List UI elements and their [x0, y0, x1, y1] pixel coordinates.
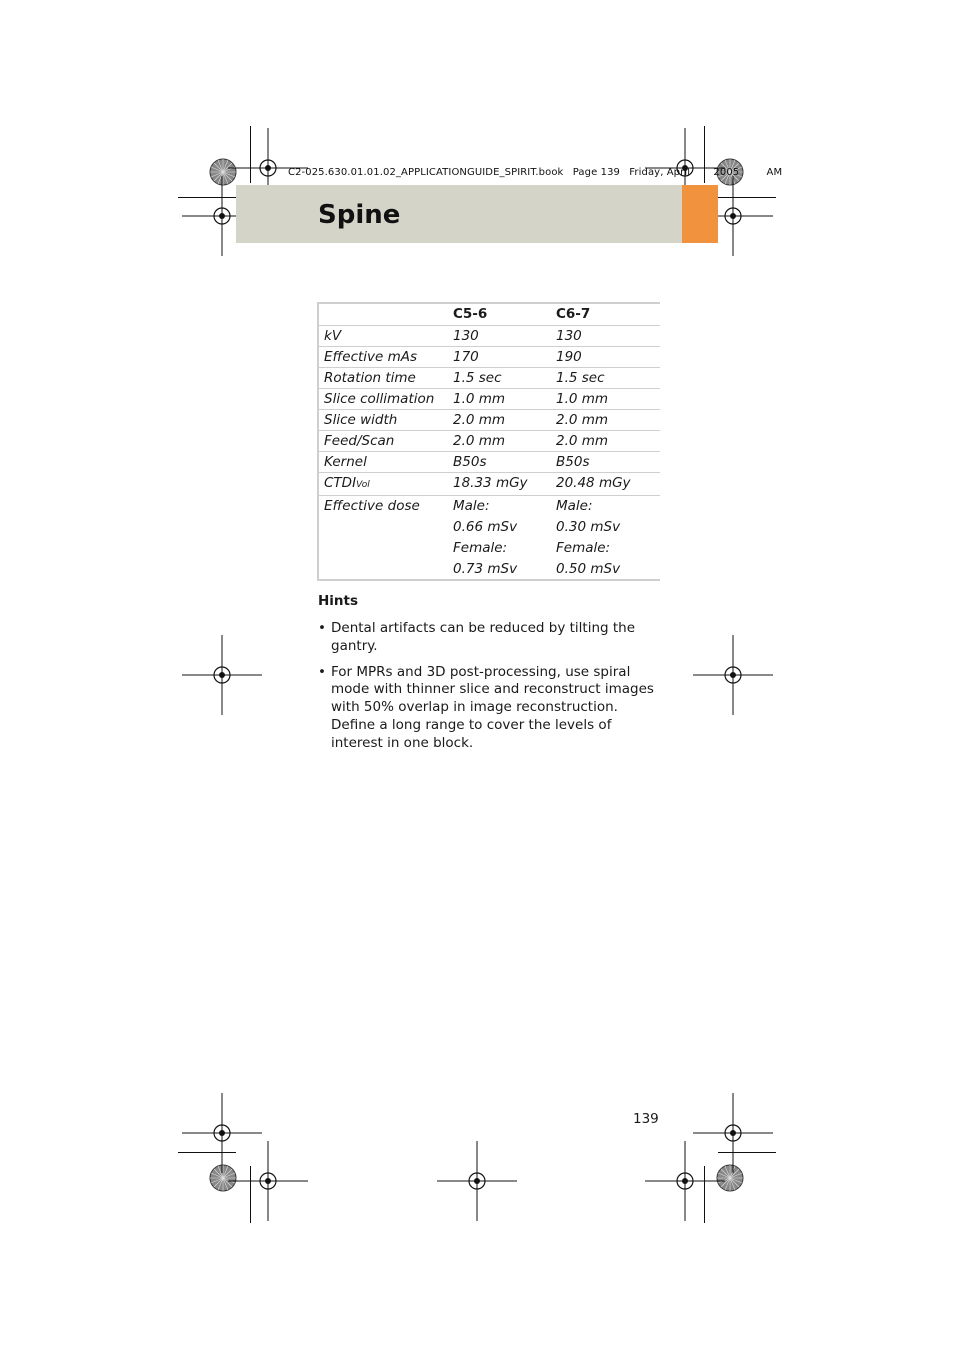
bullet-icon: •	[318, 663, 326, 680]
table-row	[318, 410, 660, 431]
table-header-row	[318, 303, 660, 326]
param-value-c56: 18.33 mGy	[448, 473, 551, 496]
dose-line: 0.30 mSv	[556, 519, 621, 535]
table-row-dose	[318, 496, 660, 581]
param-value-c56: B50s	[448, 452, 551, 473]
param-label: Slice width	[318, 410, 448, 431]
scan-parameters-table	[317, 302, 660, 581]
param-value-c56: 2.0 mm	[448, 410, 551, 431]
ctdi-subscript: Vol	[356, 480, 370, 490]
param-label: Kernel	[318, 452, 448, 473]
param-value-c67: 130	[551, 326, 660, 347]
param-value-c56	[448, 496, 551, 581]
param-value-c56: 130	[448, 326, 551, 347]
param-label-ctdi	[318, 473, 448, 496]
param-value-c56: 1.0 mm	[448, 389, 551, 410]
param-value-c56: 1.5 sec	[448, 368, 551, 389]
page-number: 139	[633, 1111, 659, 1127]
dose-line: Male:	[556, 498, 593, 514]
param-value-c56: 170	[448, 347, 551, 368]
param-value-c67	[551, 496, 660, 581]
dose-line: 0.50 mSv	[556, 561, 621, 577]
param-label: Effective dose	[318, 496, 448, 581]
param-value-c67: 2.0 mm	[551, 431, 660, 452]
dose-line: 0.66 mSv	[453, 519, 518, 535]
file-page: Page 139	[572, 167, 620, 178]
param-value-c56: 2.0 mm	[448, 431, 551, 452]
dose-line: Male:	[453, 498, 490, 514]
table-row	[318, 389, 660, 410]
file-day: Friday, April	[629, 167, 691, 178]
param-value-c67: 190	[551, 347, 660, 368]
table-header-blank	[318, 303, 448, 326]
hints-list	[318, 620, 663, 761]
hints-heading: Hints	[318, 593, 359, 609]
list-item	[318, 664, 663, 753]
table-row	[318, 368, 660, 389]
param-label: kV	[318, 326, 448, 347]
bullet-icon: •	[318, 620, 326, 636]
file-header	[288, 167, 788, 178]
param-value-c67: 20.48 mGy	[551, 473, 660, 496]
dose-line: Female:	[453, 540, 508, 556]
param-value-c67: 1.5 sec	[551, 368, 660, 389]
list-item	[318, 620, 663, 656]
table-header-c67: C6-7	[551, 303, 660, 326]
table-row	[318, 452, 660, 473]
title-band	[236, 185, 682, 243]
hint-text: For MPRs and 3D post-processing, use spiral mode with thinner slice and reconstruct images with 50% overlap in image reconstruction. Define a long range to cover the levels of interest in one block.	[331, 663, 654, 751]
hint-text: Dental artifacts can be reduced by tilting the gantry.	[331, 620, 636, 654]
table-row	[318, 431, 660, 452]
section-tab	[682, 185, 718, 243]
table-header-c56: C5-6	[448, 303, 551, 326]
param-label: Effective mAs	[318, 347, 448, 368]
table-row	[318, 326, 660, 347]
param-value-c67: 2.0 mm	[551, 410, 660, 431]
param-value-c67: B50s	[551, 452, 660, 473]
table-row	[318, 347, 660, 368]
param-value-c67: 1.0 mm	[551, 389, 660, 410]
dose-line: Female:	[556, 540, 611, 556]
param-label: Feed/Scan	[318, 431, 448, 452]
file-year: 2005	[713, 167, 740, 178]
param-label: Rotation time	[318, 368, 448, 389]
file-ampm: AM	[766, 167, 783, 178]
page-title: Spine	[318, 200, 401, 230]
file-name: C2-025.630.01.01.02_APPLICATIONGUIDE_SPIRIT.book	[288, 167, 564, 178]
param-label: Slice collimation	[318, 389, 448, 410]
dose-line: 0.73 mSv	[453, 561, 518, 577]
table-row-ctdi	[318, 473, 660, 496]
ctdi-label: CTDI	[324, 475, 357, 491]
